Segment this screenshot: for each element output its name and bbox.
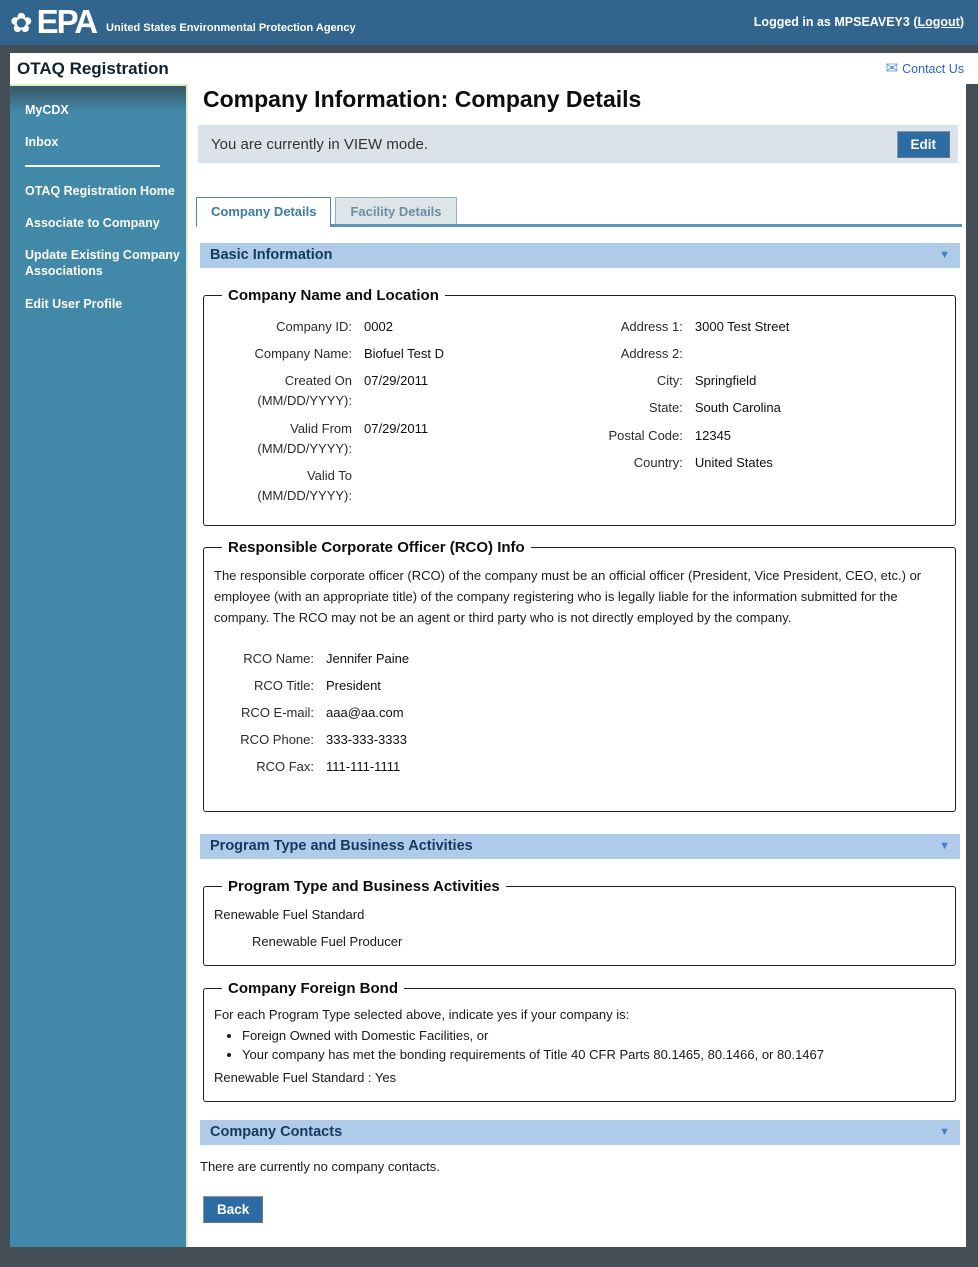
collapse-triangle-icon: ▼ [939,248,950,261]
field-value: Jennifer Paine [326,650,410,666]
contact-us-link[interactable] [886,61,978,76]
field-value: United States [694,454,773,470]
field-address-2 [565,344,945,364]
section-title: Program Type and Business Activities [210,838,473,855]
fieldset-legend: Program Type and Business Activities [228,878,500,896]
epa-flower-icon: ✿ [10,7,33,38]
page-title: Company Information: Company Details [203,86,642,112]
field-rco-phone [214,730,945,750]
field-label: Company ID: [276,319,352,334]
field-label: RCO E-mail: [241,704,314,720]
field-country [565,453,945,473]
sidebar-item-associate-company[interactable]: Associate to Company [25,215,160,230]
basic-right-column [565,310,945,513]
view-mode-banner [198,125,958,163]
field-label: Valid To [306,467,352,483]
field-valid-from [214,419,565,459]
section-header-program-type[interactable] [200,834,960,859]
body-row [0,84,978,1247]
back-button[interactable]: Back [203,1196,263,1223]
company-foreign-bond-fieldset [203,980,956,1102]
collapse-triangle-icon: ▼ [939,1125,950,1138]
field-value: 111-111-1111 [326,759,401,775]
login-status [754,15,964,31]
field-value: 07/29/2011 [364,373,429,389]
sidebar-item-edit-profile[interactable]: Edit User Profile [25,296,123,311]
no-contacts-message: There are currently no company contacts. [200,1159,440,1175]
field-label-line2: (MM/DD/YYYY): [257,440,352,456]
field-rco-title [214,676,945,696]
field-company-id [214,317,565,337]
fieldset-legend: Company Name and Location [228,287,439,304]
left-edge-strip [0,53,10,84]
field-valid-to [214,466,565,506]
bond-intro: For each Program Type selected above, indicate yes if your company is: [214,1007,630,1023]
epa-header [0,0,978,45]
tab-bar [196,197,958,224]
company-name-location-fieldset [203,287,956,526]
field-value: aaa@aa.com [326,704,404,720]
rco-info-fieldset [203,539,956,812]
logout-link[interactable]: Logout [917,14,960,29]
bond-result: Renewable Fuel Standard : Yes [214,1070,397,1086]
field-label: City: [656,373,683,389]
field-label: State: [648,400,683,416]
contact-us-label: Contact Us [902,61,964,76]
field-value: 0002 [364,319,393,334]
agency-name: United States Environmental Protection Agency [106,21,356,34]
section-title: Basic Information [210,247,333,263]
field-value: South Carolina [694,400,781,416]
app-band [0,53,978,84]
view-mode-text: You are currently in VIEW mode. [211,135,429,153]
field-value: 12345 [694,427,732,443]
sidebar-divider [25,165,160,167]
field-label: Country: [633,454,683,470]
field-label: RCO Fax: [256,759,314,775]
field-label: Created On [284,373,352,389]
sidebar-nav [10,84,188,1247]
sidebar-item-update-associations[interactable]: Update Existing Company Associations [25,248,180,279]
top-divider-bar [0,45,978,53]
fieldset-legend: Responsible Corporate Officer (RCO) Info [228,539,525,557]
section-header-company-contacts[interactable] [200,1120,960,1145]
field-state [565,398,945,418]
program-activity: Renewable Fuel Producer [252,934,403,950]
field-created-on [214,371,565,411]
epa-logo [10,3,356,41]
sidebar-item-mycdx[interactable]: MyCDX [25,103,69,117]
bond-bullet: • Foreign Owned with Domestic Facilities, or [242,1028,945,1043]
section-header-basic-information[interactable] [200,243,960,268]
collapse-triangle-icon: ▼ [939,839,950,852]
field-label: Postal Code: [608,427,683,443]
field-label: Company Name: [254,346,352,362]
tab-facility-details[interactable]: Facility Details [335,197,456,224]
main-content [188,84,966,1247]
bond-bullet-list [242,1028,945,1062]
field-label: RCO Phone: [240,731,314,747]
field-city [565,371,945,391]
field-address-1 [565,317,945,337]
program-standard: Renewable Fuel Standard [214,907,365,923]
field-value: Biofuel Test D [364,346,444,362]
field-rco-email [214,703,945,723]
basic-left-column [214,310,565,513]
right-edge-strip [966,84,978,1247]
fieldset-legend: Company Foreign Bond [228,980,398,998]
field-company-name [214,344,565,364]
field-rco-name [214,649,945,669]
field-label: RCO Name: [243,650,314,666]
tab-company-details[interactable]: Company Details [196,197,331,227]
field-value: President [326,677,381,693]
field-label: Address 2: [620,346,683,362]
field-label: Address 1: [620,319,683,334]
edit-button[interactable]: Edit [897,131,951,158]
section-title: Company Contacts [210,1124,343,1141]
mail-icon: ✉ [885,60,899,77]
sidebar-item-inbox[interactable]: Inbox [25,135,59,150]
page-footer [0,1247,978,1267]
field-value: Springfield [694,373,757,389]
field-value: 07/29/2011 [364,420,429,436]
rco-description: The responsible corporate officer (RCO) of the company must be an official officer (President, Vice President, CEO, etc.) or employee (with an appropriate title) of the company registering who is legally liable for the information submitted for the company. The RCO may not be an agent or third party who is not directly employed by the company. [214,568,922,625]
logged-in-suffix: ) [959,14,964,29]
bond-bullet: • Your company has met the bonding requirements of Title 40 CFR Parts 80.1465, 80.1466, or 80.1467 [242,1047,945,1062]
app-title: OTAQ Registration [17,58,169,78]
field-label-line2: (MM/DD/YYYY): [257,393,352,409]
field-label: RCO Title: [254,677,314,693]
logged-in-text: Logged in as MPSEAVEY3 ( [753,14,918,29]
epa-logo-text: EPA [36,3,97,41]
field-rco-fax [214,757,945,777]
field-label-line2: (MM/DD/YYYY): [257,487,352,503]
program-type-fieldset [203,878,956,966]
field-postal-code [565,426,945,446]
left-edge-strip [0,84,10,1247]
field-value: 333-333-3333 [326,731,407,747]
field-value: 3000 Test Street [694,319,790,334]
field-label: Valid From [290,420,352,436]
sidebar-item-otaq-home[interactable]: OTAQ Registration Home [25,183,175,198]
